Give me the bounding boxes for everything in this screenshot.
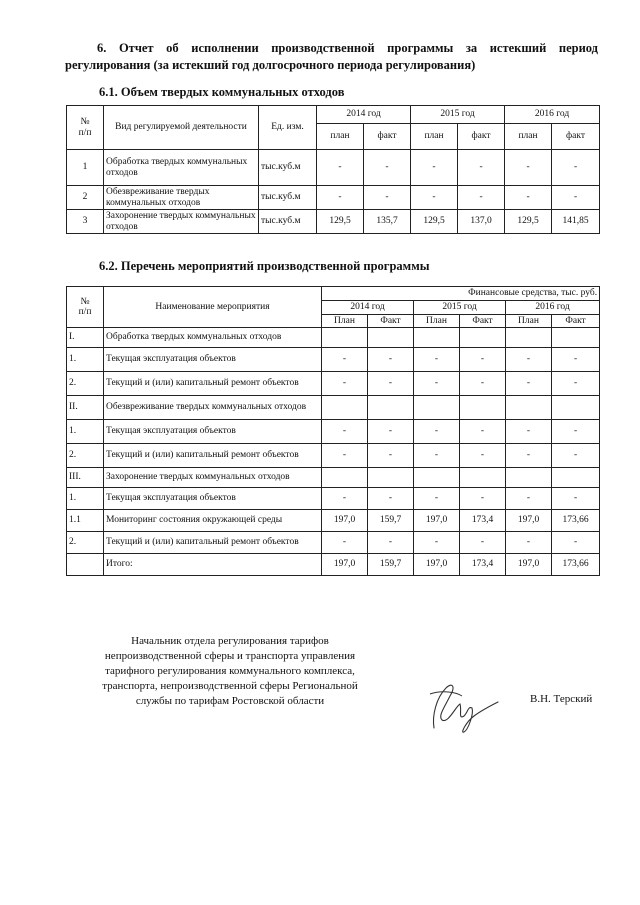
signatory-position-line: тарифного регулирования коммунального комплекса, [105,665,355,677]
row-value: - [458,150,505,186]
row-value: - [322,532,368,554]
row-value: - [505,186,552,210]
row-value: - [552,150,600,186]
table-row [67,210,600,234]
header-unit: Ед. изм. [259,106,317,150]
header-fact: Факт [368,314,414,328]
row-value: 135,7 [364,210,411,234]
row-value [506,468,552,488]
header-year: 2014 год [317,106,411,124]
header-num: № п/п [67,106,104,150]
row-measure: Обработка твердых коммунальных отходов [104,328,322,348]
row-value [368,396,414,420]
row-value [414,328,460,348]
row-value: - [414,532,460,554]
row-num: 2 [67,186,104,210]
header-plan: план [317,124,364,150]
signatory-position-line: Начальник отдела регулирования тарифов [131,635,329,647]
header-num: № п/п [67,287,104,328]
header-fact: факт [552,124,600,150]
row-value: - [322,348,368,372]
row-value: 197,0 [506,510,552,532]
row-value: - [411,150,458,186]
row-value: 137,0 [458,210,505,234]
row-value: - [322,444,368,468]
row-unit: тыс.куб.м [259,210,317,234]
row-value: - [506,420,552,444]
table-row [67,348,600,372]
row-value: - [552,372,600,396]
row-activity: Обезвреживание твердых коммунальных отходов [104,186,259,210]
table-row [67,510,600,532]
row-value: - [552,444,600,468]
table-row [67,420,600,444]
header-activity: Вид регулируемой деятельности [104,106,259,150]
row-value: - [368,420,414,444]
row-num: 3 [67,210,104,234]
row-value: 129,5 [411,210,458,234]
row-value [552,396,600,420]
row-value: 141,85 [552,210,600,234]
table-header-row [67,287,600,301]
table-header-row [67,106,600,124]
row-num: III. [67,468,104,488]
signatory-position-line: непроизводственной сферы и транспорта управления [104,650,356,662]
row-value: - [322,420,368,444]
signatory-position-line: транспорта, непроизводственной сферы Региональной [102,680,358,692]
row-value: - [552,532,600,554]
heading-line-1: 6. Отчет об исполнении производственной программы за истекший период [97,41,598,55]
row-value: - [368,372,414,396]
row-value: - [317,150,364,186]
table-row [67,468,600,488]
table-row [67,150,600,186]
row-value: - [460,488,506,510]
header-plan: план [411,124,458,150]
row-value: - [552,488,600,510]
row-value: 173,4 [460,510,506,532]
header-plan: План [414,314,460,328]
row-value: - [506,372,552,396]
row-value: 197,0 [322,554,368,576]
row-num: 1. [67,420,104,444]
row-measure: Итого: [104,554,322,576]
row-activity: Захоронение твердых коммунальных отходов [104,210,259,234]
row-value [414,396,460,420]
row-value [552,468,600,488]
header-finance: Финансовые средства, тыс. руб. [322,287,600,301]
row-num: 2. [67,444,104,468]
row-value: - [460,372,506,396]
row-unit: тыс.куб.м [259,186,317,210]
row-num: II. [67,396,104,420]
row-value: 197,0 [414,510,460,532]
row-value: - [414,444,460,468]
row-value [322,396,368,420]
row-value: - [368,444,414,468]
table-row [67,328,600,348]
row-value [552,328,600,348]
row-value: - [552,348,600,372]
row-value: - [411,186,458,210]
row-num: 2. [67,372,104,396]
row-value: - [368,532,414,554]
row-value [506,396,552,420]
row-value: 197,0 [322,510,368,532]
section-2-title: 6.2. Перечень мероприятий производственной программы [99,259,430,273]
header-year: 2014 год [322,301,414,315]
row-value: - [414,372,460,396]
table-row [67,186,600,210]
row-value [368,468,414,488]
row-value [460,328,506,348]
header-plan: План [506,314,552,328]
row-num: 1. [67,488,104,510]
signatory-name: В.Н. Терский [530,693,593,705]
row-value: - [506,348,552,372]
row-measure: Текущий и (или) капитальный ремонт объектов [104,532,322,554]
row-measure: Текущий и (или) капитальный ремонт объектов [104,372,322,396]
row-num: 1 [67,150,104,186]
header-plan: план [505,124,552,150]
header-fact: факт [364,124,411,150]
signatory-position [80,634,380,709]
row-num: 2. [67,532,104,554]
row-num [67,554,104,576]
header-plan: План [322,314,368,328]
table-row [67,372,600,396]
row-measure: Текущий и (или) капитальный ремонт объектов [104,444,322,468]
row-value: - [506,444,552,468]
row-measure: Обезвреживание твердых коммунальных отходов [104,396,322,420]
row-value: - [460,420,506,444]
row-value: - [460,532,506,554]
row-value [460,468,506,488]
row-value [368,328,414,348]
row-value: - [506,488,552,510]
row-value: - [460,444,506,468]
row-value: - [460,348,506,372]
row-unit: тыс.куб.м [259,150,317,186]
row-value [506,328,552,348]
table-row [67,488,600,510]
signatory-position-line: службы по тарифам Ростовской области [135,695,325,707]
row-measure: Захоронение твердых коммунальных отходов [104,468,322,488]
row-measure: Текущая эксплуатация объектов [104,348,322,372]
table-row [67,554,600,576]
row-value: - [322,372,368,396]
table-row [67,396,600,420]
row-value: - [458,186,505,210]
header-year: 2015 год [411,106,505,124]
row-measure: Мониторинг состояния окружающей среды [104,510,322,532]
row-num: I. [67,328,104,348]
handwritten-signature [422,676,502,736]
section-1-title: 6.1. Объем твердых коммунальных отходов [99,85,345,99]
row-value: - [317,186,364,210]
row-measure: Текущая эксплуатация объектов [104,488,322,510]
row-value [322,468,368,488]
header-year: 2016 год [505,106,600,124]
row-value: 173,66 [552,554,600,576]
row-num: 1. [67,348,104,372]
row-value: - [364,150,411,186]
row-value [460,396,506,420]
row-value: - [364,186,411,210]
row-value: - [552,186,600,210]
row-activity: Обработка твердых коммунальных отходов [104,150,259,186]
row-value: 197,0 [414,554,460,576]
row-value: 129,5 [317,210,364,234]
row-value: 197,0 [506,554,552,576]
row-value: 159,7 [368,510,414,532]
header-fact: факт [458,124,505,150]
row-value: - [322,488,368,510]
row-num: 1.1 [67,510,104,532]
row-value: 129,5 [505,210,552,234]
waste-volume-table [66,105,600,234]
header-fact: Факт [460,314,506,328]
row-value: - [368,348,414,372]
row-value: 159,7 [368,554,414,576]
table-row [67,444,600,468]
header-fact: Факт [552,314,600,328]
measures-table [66,286,600,576]
row-value: - [552,420,600,444]
row-value: - [414,420,460,444]
row-value [322,328,368,348]
row-value: - [505,150,552,186]
header-year: 2015 год [414,301,506,315]
header-year: 2016 год [506,301,600,315]
row-value: 173,66 [552,510,600,532]
table-row [67,532,600,554]
header-measure: Наименование мероприятия [104,287,322,328]
row-value: - [368,488,414,510]
report-heading [65,40,598,74]
heading-line-2: регулирования (за истекший год долгосрочного периода регулирования) [65,58,476,72]
row-value: - [414,348,460,372]
row-value: - [414,488,460,510]
row-value: - [506,532,552,554]
row-measure: Текущая эксплуатация объектов [104,420,322,444]
row-value: 173,4 [460,554,506,576]
row-value [414,468,460,488]
